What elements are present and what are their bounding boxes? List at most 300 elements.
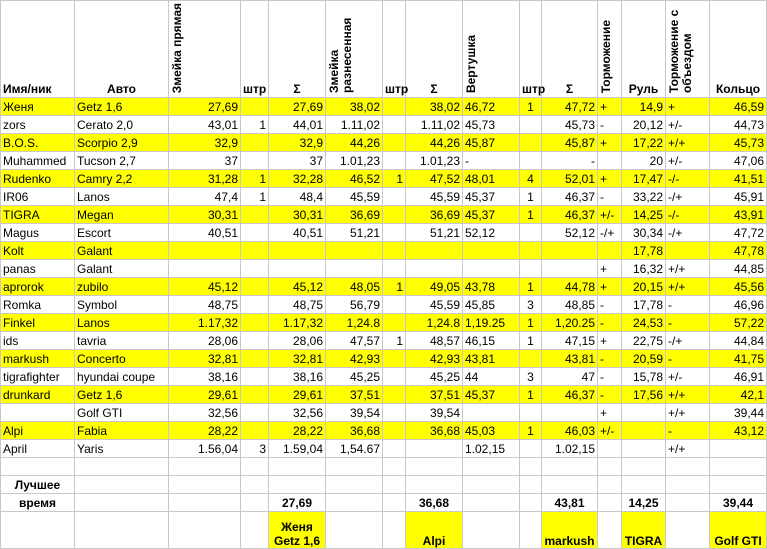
cell-sigma-2[interactable]: 1.11,02 (406, 116, 463, 134)
cell-sigma-2[interactable]: 42,93 (406, 350, 463, 368)
cell[interactable] (710, 458, 767, 476)
cell-car[interactable]: Camry 2,2 (75, 170, 169, 188)
header-snake-spaced[interactable] (326, 1, 383, 98)
cell-braking[interactable]: -/+ (598, 224, 622, 242)
winner-snake-spaced[interactable]: Alpi (406, 512, 463, 549)
cell-sigma-1[interactable]: 48,75 (269, 296, 326, 314)
cell-penalty-2[interactable] (383, 350, 406, 368)
cell-penalty-3[interactable] (520, 440, 542, 458)
cell-steering[interactable]: 20,15 (622, 278, 666, 296)
cell-snake-spaced[interactable]: 42,93 (326, 350, 383, 368)
cell-braking[interactable]: + (598, 332, 622, 350)
cell-penalty-1[interactable] (241, 152, 269, 170)
cell-spin[interactable] (463, 242, 520, 260)
cell[interactable] (383, 512, 406, 549)
header-steering[interactable]: Руль (622, 1, 666, 98)
cell-ring[interactable]: 43,12 (710, 422, 767, 440)
cell-steering[interactable]: 14,25 (622, 206, 666, 224)
cell-penalty-3[interactable]: 1 (520, 98, 542, 116)
cell-snake-straight[interactable]: 31,28 (169, 170, 241, 188)
cell-ring[interactable]: 45,91 (710, 188, 767, 206)
cell-penalty-3[interactable]: 1 (520, 386, 542, 404)
cell-sigma-1[interactable]: 30,31 (269, 206, 326, 224)
cell-snake-spaced[interactable]: 44,26 (326, 134, 383, 152)
cell-sigma-3[interactable]: - (542, 152, 598, 170)
cell[interactable] (622, 458, 666, 476)
cell-sigma-1[interactable]: 28,22 (269, 422, 326, 440)
cell-ring[interactable]: 45,56 (710, 278, 767, 296)
cell-penalty-1[interactable] (241, 404, 269, 422)
cell-penalty-3[interactable]: 4 (520, 170, 542, 188)
cell-sigma-2[interactable]: 45,59 (406, 296, 463, 314)
cell-penalty-3[interactable]: 1 (520, 332, 542, 350)
cell-snake-straight[interactable]: 32,9 (169, 134, 241, 152)
cell-penalty-2[interactable] (383, 98, 406, 116)
header-braking-detour[interactable] (666, 1, 710, 98)
cell[interactable] (75, 494, 169, 512)
cell-ring[interactable]: 45,73 (710, 134, 767, 152)
cell-sigma-1[interactable]: 1.59,04 (269, 440, 326, 458)
cell-braking[interactable]: - (598, 296, 622, 314)
cell-sigma-2[interactable] (406, 260, 463, 278)
cell-braking[interactable]: - (598, 368, 622, 386)
cell-spin[interactable]: 1.02,15 (463, 440, 520, 458)
cell-ring[interactable]: 44,84 (710, 332, 767, 350)
cell-spin[interactable]: 52,12 (463, 224, 520, 242)
cell-ring[interactable]: 46,91 (710, 368, 767, 386)
cell-penalty-3[interactable]: 1 (520, 314, 542, 332)
cell[interactable] (383, 476, 406, 494)
cell-snake-straight[interactable]: 30,31 (169, 206, 241, 224)
cell-sigma-2[interactable]: 36,69 (406, 206, 463, 224)
cell-sigma-1[interactable] (269, 242, 326, 260)
cell-penalty-2[interactable] (383, 116, 406, 134)
cell-braking[interactable]: + (598, 134, 622, 152)
cell-ring[interactable]: 43,91 (710, 206, 767, 224)
cell-braking[interactable]: + (598, 278, 622, 296)
cell-steering[interactable] (622, 404, 666, 422)
cell-penalty-1[interactable] (241, 332, 269, 350)
cell-name[interactable]: markush (1, 350, 75, 368)
cell-sigma-3[interactable]: 47,72 (542, 98, 598, 116)
header-name[interactable]: Имя/ник (1, 1, 75, 98)
cell[interactable] (598, 494, 622, 512)
cell-sigma-1[interactable]: 32,9 (269, 134, 326, 152)
cell-sigma-2[interactable]: 1.01,23 (406, 152, 463, 170)
cell-penalty-2[interactable]: 1 (383, 170, 406, 188)
cell-penalty-2[interactable]: 1 (383, 278, 406, 296)
cell-name[interactable] (1, 404, 75, 422)
cell-car[interactable]: Scorpio 2,9 (75, 134, 169, 152)
cell-snake-spaced[interactable]: 1.01,23 (326, 152, 383, 170)
cell-snake-spaced[interactable]: 36,69 (326, 206, 383, 224)
cell-sigma-1[interactable]: 32,56 (269, 404, 326, 422)
cell[interactable] (75, 458, 169, 476)
cell-sigma-3[interactable]: 46,03 (542, 422, 598, 440)
cell-snake-spaced[interactable]: 45,59 (326, 188, 383, 206)
cell-sigma-2[interactable]: 45,25 (406, 368, 463, 386)
cell-sigma-3[interactable] (542, 242, 598, 260)
winner-spin[interactable]: markush (542, 512, 598, 549)
cell-sigma-1[interactable]: 29,61 (269, 386, 326, 404)
cell[interactable] (269, 476, 326, 494)
cell[interactable] (406, 458, 463, 476)
cell-snake-spaced[interactable]: 37,51 (326, 386, 383, 404)
header-sigma-3[interactable]: Σ (542, 1, 598, 98)
cell-penalty-2[interactable] (383, 224, 406, 242)
cell[interactable] (241, 458, 269, 476)
cell-car[interactable]: Getz 1,6 (75, 386, 169, 404)
cell-sigma-3[interactable]: 43,81 (542, 350, 598, 368)
cell[interactable] (542, 476, 598, 494)
cell-sigma-1[interactable]: 27,69 (269, 98, 326, 116)
cell[interactable] (1, 512, 75, 549)
cell-braking-detour[interactable]: -/+ (666, 188, 710, 206)
cell-car[interactable]: Fabia (75, 422, 169, 440)
cell-braking-detour[interactable]: +/+ (666, 386, 710, 404)
cell-braking-detour[interactable]: +/+ (666, 134, 710, 152)
cell-name[interactable]: ids (1, 332, 75, 350)
cell-sigma-3[interactable]: 52,12 (542, 224, 598, 242)
cell-sigma-3[interactable] (542, 404, 598, 422)
cell-spin[interactable]: 1,19.25 (463, 314, 520, 332)
cell-penalty-1[interactable] (241, 296, 269, 314)
cell-penalty-1[interactable]: 1 (241, 188, 269, 206)
cell-braking-detour[interactable]: -/+ (666, 332, 710, 350)
cell-sigma-2[interactable]: 51,21 (406, 224, 463, 242)
cell-steering[interactable]: 33,22 (622, 188, 666, 206)
cell-penalty-3[interactable] (520, 152, 542, 170)
cell-sigma-3[interactable]: 1.02,15 (542, 440, 598, 458)
cell-braking-detour[interactable]: - (666, 350, 710, 368)
cell-sigma-1[interactable]: 1.17,32 (269, 314, 326, 332)
cell-sigma-3[interactable]: 52,01 (542, 170, 598, 188)
cell-braking-detour[interactable]: - (666, 314, 710, 332)
winner-steering[interactable]: TIGRA (622, 512, 666, 549)
cell-snake-straight[interactable]: 40,51 (169, 224, 241, 242)
cell-penalty-3[interactable]: 3 (520, 368, 542, 386)
cell-braking-detour[interactable]: -/+ (666, 224, 710, 242)
cell-sigma-2[interactable]: 45,59 (406, 188, 463, 206)
cell-car[interactable]: Tucson 2,7 (75, 152, 169, 170)
cell-sigma-2[interactable]: 36,68 (406, 422, 463, 440)
cell-snake-spaced[interactable]: 1.11,02 (326, 116, 383, 134)
cell-spin[interactable]: 45,37 (463, 206, 520, 224)
cell-penalty-1[interactable] (241, 224, 269, 242)
cell[interactable] (666, 512, 710, 549)
cell-name[interactable]: B.O.S. (1, 134, 75, 152)
cell-braking[interactable] (598, 152, 622, 170)
cell-car[interactable]: Lanos (75, 188, 169, 206)
cell-snake-spaced[interactable] (326, 242, 383, 260)
cell-car[interactable]: Escort (75, 224, 169, 242)
cell-car[interactable]: Yaris (75, 440, 169, 458)
cell-sigma-1[interactable]: 38,16 (269, 368, 326, 386)
best-steering[interactable]: 14,25 (622, 494, 666, 512)
cell-penalty-3[interactable]: 1 (520, 206, 542, 224)
cell-snake-straight[interactable]: 37 (169, 152, 241, 170)
cell-spin[interactable] (463, 404, 520, 422)
cell-car[interactable]: hyundai coupe (75, 368, 169, 386)
cell[interactable] (598, 458, 622, 476)
cell-snake-spaced[interactable]: 45,25 (326, 368, 383, 386)
cell-steering[interactable]: 20,59 (622, 350, 666, 368)
cell-sigma-2[interactable]: 44,26 (406, 134, 463, 152)
cell-penalty-1[interactable] (241, 98, 269, 116)
cell-penalty-1[interactable] (241, 260, 269, 278)
cell[interactable] (241, 494, 269, 512)
cell[interactable] (326, 476, 383, 494)
cell-snake-straight[interactable]: 45,12 (169, 278, 241, 296)
cell-car[interactable]: Symbol (75, 296, 169, 314)
cell-ring[interactable]: 39,44 (710, 404, 767, 422)
cell-ring[interactable]: 41,51 (710, 170, 767, 188)
cell[interactable] (598, 476, 622, 494)
cell-spin[interactable]: 46,72 (463, 98, 520, 116)
cell-snake-spaced[interactable]: 56,79 (326, 296, 383, 314)
cell-car[interactable]: Lanos (75, 314, 169, 332)
cell[interactable] (666, 458, 710, 476)
best-snake-straight[interactable]: 27,69 (269, 494, 326, 512)
cell[interactable] (666, 476, 710, 494)
cell[interactable] (75, 512, 169, 549)
cell-name[interactable]: Muhammed (1, 152, 75, 170)
cell-name[interactable]: IR06 (1, 188, 75, 206)
cell-spin[interactable]: 43,78 (463, 278, 520, 296)
cell-spin[interactable] (463, 260, 520, 278)
cell-name[interactable]: TIGRA (1, 206, 75, 224)
cell-penalty-3[interactable] (520, 350, 542, 368)
cell-snake-straight[interactable]: 48,75 (169, 296, 241, 314)
cell-snake-spaced[interactable]: 36,68 (326, 422, 383, 440)
cell-steering[interactable]: 14,9 (622, 98, 666, 116)
cell-snake-straight[interactable]: 28,22 (169, 422, 241, 440)
cell-name[interactable]: Alpi (1, 422, 75, 440)
cell-sigma-3[interactable]: 46,37 (542, 188, 598, 206)
cell-spin[interactable]: 45,37 (463, 386, 520, 404)
cell-name[interactable]: panas (1, 260, 75, 278)
cell-penalty-2[interactable]: 1 (383, 332, 406, 350)
cell-steering[interactable] (622, 440, 666, 458)
cell-snake-straight[interactable]: 47,4 (169, 188, 241, 206)
cell[interactable] (383, 494, 406, 512)
cell-steering[interactable]: 16,32 (622, 260, 666, 278)
best-label-line2[interactable]: время (1, 494, 75, 512)
cell-penalty-3[interactable] (520, 224, 542, 242)
cell-penalty-2[interactable] (383, 314, 406, 332)
cell[interactable] (241, 476, 269, 494)
cell-penalty-3[interactable]: 3 (520, 296, 542, 314)
cell-penalty-3[interactable]: 1 (520, 188, 542, 206)
cell-penalty-3[interactable]: 1 (520, 278, 542, 296)
cell-braking-detour[interactable]: +/- (666, 152, 710, 170)
cell-sigma-3[interactable]: 47 (542, 368, 598, 386)
cell-snake-straight[interactable]: 27,69 (169, 98, 241, 116)
cell-ring[interactable]: 57,22 (710, 314, 767, 332)
cell-penalty-1[interactable] (241, 206, 269, 224)
cell-penalty-1[interactable] (241, 278, 269, 296)
cell-steering[interactable]: 22,75 (622, 332, 666, 350)
winner-snake-straight[interactable] (269, 512, 326, 549)
cell-name[interactable]: Женя (1, 98, 75, 116)
cell-steering[interactable]: 17,47 (622, 170, 666, 188)
cell-penalty-2[interactable] (383, 368, 406, 386)
cell-penalty-3[interactable] (520, 260, 542, 278)
cell[interactable] (269, 458, 326, 476)
cell-penalty-1[interactable]: 3 (241, 440, 269, 458)
cell[interactable] (326, 512, 383, 549)
cell-name[interactable]: Kolt (1, 242, 75, 260)
cell[interactable] (520, 458, 542, 476)
cell-braking[interactable]: - (598, 386, 622, 404)
cell-name[interactable]: Rudenko (1, 170, 75, 188)
best-ring[interactable]: 39,44 (710, 494, 767, 512)
cell-penalty-3[interactable] (520, 404, 542, 422)
cell-car[interactable]: Cerato 2,0 (75, 116, 169, 134)
cell-sigma-1[interactable]: 44,01 (269, 116, 326, 134)
cell-penalty-2[interactable] (383, 152, 406, 170)
cell-braking-detour[interactable]: -/- (666, 170, 710, 188)
cell-braking-detour[interactable]: +/+ (666, 260, 710, 278)
cell-car[interactable]: Galant (75, 260, 169, 278)
cell-spin[interactable]: 45,73 (463, 116, 520, 134)
cell-penalty-2[interactable] (383, 242, 406, 260)
cell-ring[interactable]: 44,73 (710, 116, 767, 134)
cell[interactable] (406, 476, 463, 494)
cell-sigma-2[interactable]: 37,51 (406, 386, 463, 404)
header-ring[interactable]: Кольцо (710, 1, 767, 98)
cell-penalty-2[interactable] (383, 260, 406, 278)
cell-snake-spaced[interactable]: 38,02 (326, 98, 383, 116)
cell-name[interactable]: Romka (1, 296, 75, 314)
cell-penalty-1[interactable]: 1 (241, 170, 269, 188)
cell-spin[interactable]: 48,01 (463, 170, 520, 188)
cell-penalty-1[interactable] (241, 314, 269, 332)
cell-braking-detour[interactable]: +/- (666, 368, 710, 386)
cell-name[interactable]: zors (1, 116, 75, 134)
header-penalty-2[interactable]: штр (383, 1, 406, 98)
cell-snake-spaced[interactable] (326, 260, 383, 278)
cell-penalty-2[interactable] (383, 296, 406, 314)
cell-car[interactable]: Megan (75, 206, 169, 224)
cell[interactable] (520, 512, 542, 549)
cell-braking[interactable]: + (598, 98, 622, 116)
cell-penalty-1[interactable] (241, 422, 269, 440)
cell-ring[interactable]: 44,85 (710, 260, 767, 278)
cell-penalty-1[interactable]: 1 (241, 116, 269, 134)
cell-snake-spaced[interactable]: 48,05 (326, 278, 383, 296)
cell[interactable] (710, 476, 767, 494)
cell-spin[interactable]: 45,03 (463, 422, 520, 440)
cell-sigma-2[interactable]: 1,24.8 (406, 314, 463, 332)
cell-ring[interactable]: 41,75 (710, 350, 767, 368)
cell-penalty-1[interactable] (241, 386, 269, 404)
cell-car[interactable]: Golf GTI (75, 404, 169, 422)
cell[interactable] (1, 458, 75, 476)
cell-sigma-1[interactable] (269, 260, 326, 278)
cell-penalty-3[interactable]: 1 (520, 422, 542, 440)
cell-spin[interactable]: 45,85 (463, 296, 520, 314)
cell-penalty-2[interactable] (383, 440, 406, 458)
cell-braking[interactable]: +/- (598, 206, 622, 224)
cell-snake-straight[interactable] (169, 242, 241, 260)
cell-snake-straight[interactable]: 43,01 (169, 116, 241, 134)
cell-sigma-3[interactable]: 44,78 (542, 278, 598, 296)
header-braking[interactable] (598, 1, 622, 98)
cell-snake-straight[interactable]: 1.17,32 (169, 314, 241, 332)
cell[interactable] (598, 512, 622, 549)
cell-sigma-2[interactable] (406, 242, 463, 260)
cell-penalty-2[interactable] (383, 404, 406, 422)
cell-snake-spaced[interactable]: 51,21 (326, 224, 383, 242)
cell-ring[interactable]: 47,78 (710, 242, 767, 260)
header-car[interactable]: Авто (75, 1, 169, 98)
cell[interactable] (463, 476, 520, 494)
cell-snake-straight[interactable] (169, 260, 241, 278)
cell-sigma-1[interactable]: 37 (269, 152, 326, 170)
cell-steering[interactable]: 17,56 (622, 386, 666, 404)
cell[interactable] (169, 476, 241, 494)
cell-penalty-2[interactable] (383, 386, 406, 404)
cell-snake-straight[interactable]: 28,06 (169, 332, 241, 350)
cell-sigma-3[interactable]: 46,37 (542, 206, 598, 224)
cell-braking-detour[interactable]: -/- (666, 206, 710, 224)
cell-ring[interactable]: 46,59 (710, 98, 767, 116)
cell[interactable] (169, 494, 241, 512)
cell-sigma-2[interactable]: 49,05 (406, 278, 463, 296)
cell-ring[interactable]: 42,1 (710, 386, 767, 404)
cell-name[interactable]: tigrafighter (1, 368, 75, 386)
cell[interactable] (169, 458, 241, 476)
cell-sigma-1[interactable]: 32,81 (269, 350, 326, 368)
cell-sigma-3[interactable] (542, 260, 598, 278)
cell-car[interactable]: Galant (75, 242, 169, 260)
cell-braking[interactable]: - (598, 314, 622, 332)
best-spin[interactable]: 43,81 (542, 494, 598, 512)
cell-penalty-1[interactable] (241, 134, 269, 152)
header-penalty-1[interactable]: штр (241, 1, 269, 98)
cell-penalty-1[interactable] (241, 242, 269, 260)
cell-penalty-3[interactable] (520, 242, 542, 260)
cell-spin[interactable]: 46,15 (463, 332, 520, 350)
cell-sigma-1[interactable]: 32,28 (269, 170, 326, 188)
cell-braking[interactable]: - (598, 350, 622, 368)
cell-penalty-1[interactable] (241, 350, 269, 368)
header-snake-straight[interactable] (169, 1, 241, 98)
cell-snake-straight[interactable]: 32,56 (169, 404, 241, 422)
cell[interactable] (463, 458, 520, 476)
best-label-line1[interactable]: Лучшее (1, 476, 75, 494)
cell-spin[interactable]: 45,37 (463, 188, 520, 206)
cell[interactable] (326, 494, 383, 512)
header-penalty-3[interactable]: штр (520, 1, 542, 98)
cell[interactable] (666, 494, 710, 512)
cell-car[interactable]: Concerto (75, 350, 169, 368)
cell-braking-detour[interactable]: +/+ (666, 278, 710, 296)
cell-penalty-2[interactable] (383, 422, 406, 440)
cell-braking[interactable]: + (598, 170, 622, 188)
cell-car[interactable]: zubilo (75, 278, 169, 296)
cell-braking[interactable]: + (598, 260, 622, 278)
cell-braking-detour[interactable]: - (666, 422, 710, 440)
cell-snake-spaced[interactable]: 1,24.8 (326, 314, 383, 332)
cell-steering[interactable]: 17,78 (622, 242, 666, 260)
cell-name[interactable]: Finkel (1, 314, 75, 332)
cell-penalty-2[interactable] (383, 188, 406, 206)
cell-name[interactable]: Magus (1, 224, 75, 242)
cell-sigma-3[interactable]: 48,85 (542, 296, 598, 314)
cell-ring[interactable]: 47,72 (710, 224, 767, 242)
